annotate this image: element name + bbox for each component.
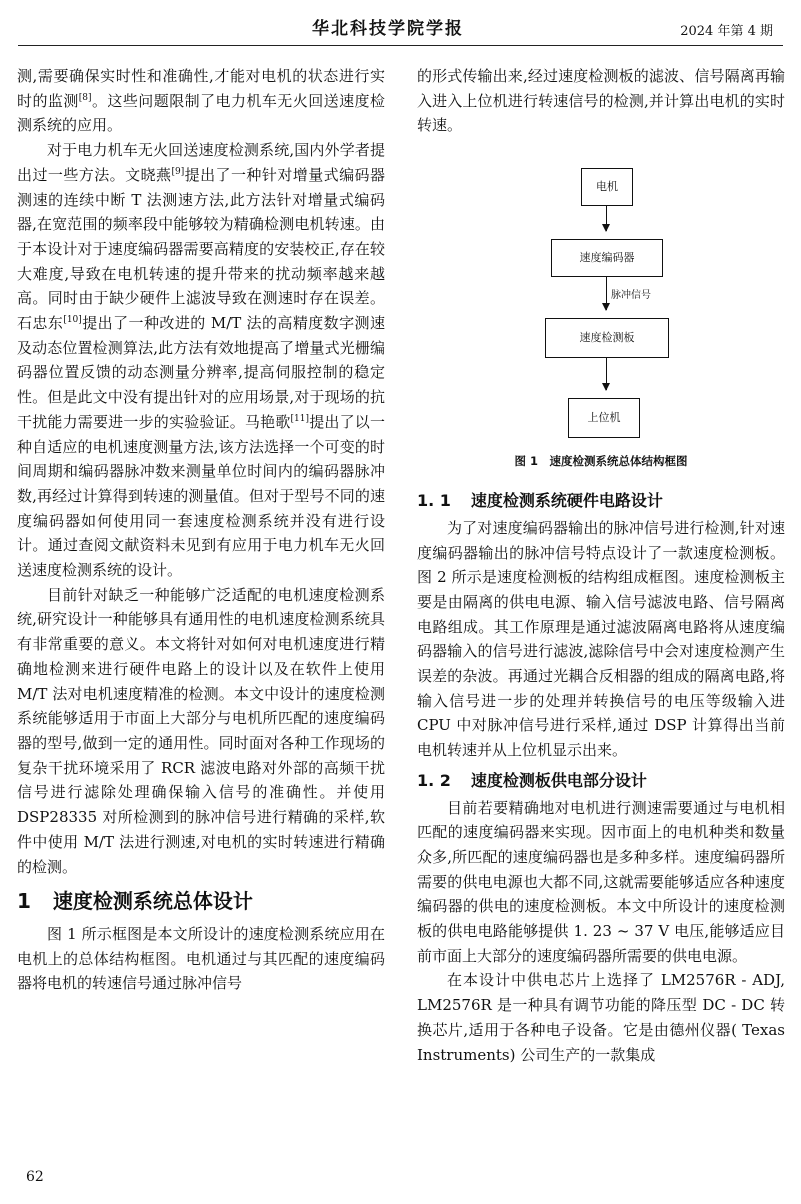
left-paragraph-3: 目前针对缺乏一种能够广泛适配的电机速度检测系统,研究设计一种能够具有通用性的电机速度检测系统具有非常重要的意义。本文将针对如何对电机速度进行精确地检测来进行硬件电路上的设计以及在软件上使用 M/T 法对电机速度精准的检测。本文中设计的速度检测系统能够适用于市面上大部分与电机所匹配的速度编码器的型号,做到一定的通用性。同时面对各种工作现场的复杂干扰环境采用了 RCR 滤波电路对外部的高频干扰信号进行滤除处理确保输入信号的准确性。并使用 DSP28335 对所检测到的脉冲信号进行精确的采样,软件中使用 M/T 法进行测速,对电机的实时转速进行精确的检测。	[17, 585, 385, 876]
section-number: 1	[17, 889, 31, 914]
citation: [9]	[171, 166, 185, 177]
citation: [10]	[63, 315, 82, 326]
section-number: 1. 2	[417, 770, 451, 790]
box-encoder: 速度编码器	[551, 239, 663, 277]
box-host-computer: 上位机	[568, 398, 640, 438]
arrow-down	[606, 205, 607, 231]
pulse-signal-label: 脉冲信号	[611, 290, 651, 302]
section-title: 速度检测板供电部分设计	[470, 770, 647, 790]
citation: [11]	[290, 413, 309, 424]
figure-caption: 图 1 速度检测系统总体结构框图	[514, 454, 688, 469]
section-title: 速度检测系统总体设计	[52, 889, 253, 914]
right-column	[417, 64, 785, 1067]
right-paragraph-3: 目前若要精确地对电机进行测速需要通过与电机相匹配的速度编码器来实现。因市面上的电机种类和数量众多,所匹配的速度编码器也是多种多样。速度编码器所需要的供电电源也大都不同,这就需要能够适应各种速度编码器的供电的速度检测板。本文中所设计的速度检测板的供电电路能够提供 1. 23 ~ 37 V 电压,能够适应目前市面上大部分的速度编码器所需要的供电电源。	[417, 798, 785, 965]
section-1-2-heading	[417, 769, 785, 794]
right-paragraph-2: 为了对速度编码器输出的脉冲信号进行检测,针对速度编码器输出的脉冲信号特点设计了一款速度检测板。图 2 所示是速度检测板的结构组成框图。速度检测板主要是由隔离的供电电源、输入信号滤波电路、信号隔离电路组成。其工作原理是通过滤波隔离电路将从速度编码器输入的信号进行滤波,滤除信号中会对速度检测产生误差的杂波。再通过光耦合反相器的组成的隔离电路,将输入信号进一步的处理并转换信号的电压等级输入进 CPU 中对脉冲信号进行采样,通过 DSP 计算得出当前电机转速并从上位机显示出来。	[417, 518, 785, 760]
text-span: 提出了一种改进的 M/T 法的高精度数字测速及动态位置检测算法,此方法有效地提高了增量式光栅编码器位置反馈的动态测量分辨率,提高伺服控制的稳定性。但是此文中没有提出针对的应用场景,对于现场的抗干扰能力需要进一步的实验验证。马艳歌	[17, 314, 385, 431]
left-paragraph-2	[17, 138, 385, 583]
section-number: 1. 1	[417, 491, 451, 511]
right-paragraph-1: 的形式传输出来,经过速度检测板的滤波、信号隔离再输入进入上位机进行转速信号的检测,并计算出电机的实时转速。	[417, 67, 785, 135]
text-span: 提出了以一种自适应的电机速度测量方法,该方法选择一个可变的时间周期和编码器脉冲数来测量单位时间内的编码器脉冲数,再经过计算得到转速的测量值。但对于型号不同的速度编码器如何使用同一套速度检测系统并没有进行设计。通过查阅文献资料未见到有应用于电力机车无火回送速度检测系统的设计。	[17, 412, 385, 580]
arrow-down	[606, 357, 607, 390]
text-span: 对于电力机车无火回送速度检测系统,国内外学者提出过一些方法。文晓燕	[17, 141, 385, 184]
left-paragraph-4: 图 1 所示框图是本文所设计的速度检测系统应用在电机上的总体结构框图。电机通过与其匹配的速度编码器将电机的转速信号通过脉冲信号	[17, 924, 385, 993]
box-motor: 电机	[581, 168, 633, 206]
section-title: 速度检测系统硬件电路设计	[470, 491, 663, 511]
section-1-1-heading	[417, 489, 785, 514]
page-number: 62	[26, 1169, 44, 1185]
figure-1	[417, 146, 785, 469]
header-rule	[18, 45, 783, 46]
right-paragraph-4: 在本设计中供电芯片上选择了 LM2576R - ADJ, LM2576R 是一种具有调节功能的降压型 DC - DC 转换芯片,适用于各种电子设备。它是由德州仪器( Texas Instruments) 公司生产的一款集成	[417, 971, 785, 1064]
text-span: 。这些问题限制了电力机车无火回送速度检测系统的应用。	[17, 91, 385, 135]
citation: [8]	[78, 92, 92, 103]
text-span: 提出了一种针对增量式编码器测速的连续中断 T 法测速方法,此方法针对增量式编码器,在宽范围的频率段中能够较为精确检测电机转速。由于本设计对于速度编码器需要高精度的安装校正,存在较大难度,导致在电机转速的提升带来的扰动频率越来越高。同时由于缺少硬件上滤波导致在测速时存在误差。石忠东	[17, 165, 385, 333]
journal-title: 华北科技学院学报	[312, 19, 464, 39]
issue-label: 2024 年第 4 期	[680, 24, 773, 39]
left-paragraph-1	[17, 64, 385, 138]
left-column	[17, 64, 385, 996]
text-span: 测,需要确保实时性和准确性,才能对电机的状态进行实时的监测	[17, 67, 385, 110]
section-1-heading	[17, 889, 385, 914]
box-detection-board: 速度检测板	[545, 318, 669, 358]
arrow-down	[606, 276, 607, 310]
